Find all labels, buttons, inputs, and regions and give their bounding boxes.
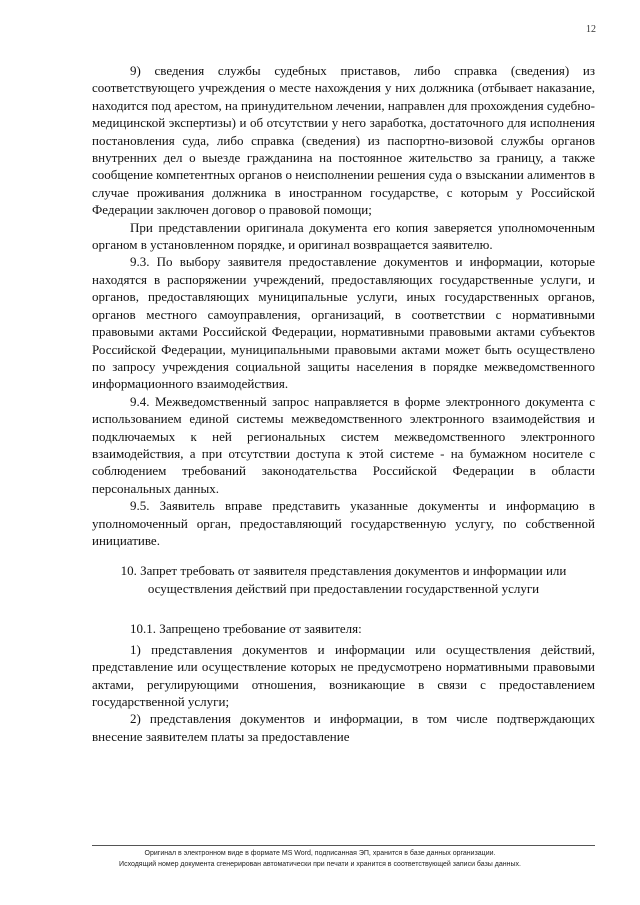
paragraph-10-1-item-1: 1) представления документов и информации или осуществления действий, представление или осуществление которых не предусмотрено нормативными правовыми актами, регулирующими отношения, возникающие в связи с предоставлением государственной услуги;	[92, 641, 595, 709]
paragraph-10-1-item-2: 2) представления документов и информации, в том числе подтверждающих внесение заявителем платы за предоставление	[92, 711, 595, 744]
paragraph-original-copy: При представлении оригинала документа его копия заверяется уполномоченным органом в установленном порядке, и оригинал возвращается заявителю.	[92, 219, 595, 253]
page-number: 12	[586, 24, 596, 35]
section-title-10: 10. Запрет требовать от заявителя представления документов и информации или осуществления действий при предоставлении государственной услуги	[120, 563, 567, 597]
footer-line-original: Оригинал в электронном виде в формате MS Word, подписанная ЭП, хранится в базе данных организации.	[144, 850, 496, 857]
paragraph-9-5: 9.5. Заявитель вправе представить указанные документы и информацию в уполномоченный орган, предоставляющий государственную услугу, по собственной инициативе.	[92, 498, 595, 548]
document-footer	[40, 848, 600, 870]
document-body	[92, 62, 595, 745]
footer-divider	[92, 845, 595, 846]
paragraph-9-4: 9.4. Межведомственный запрос направляется в форме электронного документа с использованием единой системы межведомственного электронного взаимодействия и подключаемых к ней региональных систем межведомственного электронного взаимодействия, а при отсутствии доступа к этой системе - на бумажном носителе с соблюдением требований законодательства Российской Федерации в области персональных данных.	[92, 393, 595, 496]
paragraph-9-3: 9.3. По выбору заявителя предоставление документов и информации, которые находятся в распоряжении учреждений, предоставляющих государственные услуги, и органов, предоставляющих муниципальные услуги, иных государственных органов, органов местного самоуправления, организаций, в соответствии с нормативными правовыми актами Российской Федерации, нормативными правовыми актами субъектов Российской Федерации, муниципальными правовыми актами может быть осуществлено по запросу учреждения социальной защиты населения в порядке межведомственного информационного взаимодействия.	[92, 254, 595, 392]
paragraph-item-9: 9) сведения службы судебных приставов, либо справка (сведения) из соответствующего учреждения о месте нахождения у них должника (отбывает наказание, находится под арестом, на принудительном лечении, направлен для прохождения судебно-медицинской экспертизы) и об отсутствии у него заработка, достаточного для исполнения постановления суда, либо справка (сведения) из паспортно-визовой службы органов внутренних дел о выезде гражданина на постоянное жительство за границу, а также сообщение компетентных органов о неисполнении решения суда о взыскании алиментов в случае проживания должника в иностранном государстве, с которым у Российской Федерации заключен договор о правовой помощи;	[92, 63, 595, 218]
paragraph-10-1: 10.1. Запрещено требование от заявителя:	[130, 621, 362, 637]
footer-line-number: Исходящий номер документа сгенерирован автоматически при печати и хранится в соответствующей записи базы данных.	[119, 861, 521, 868]
